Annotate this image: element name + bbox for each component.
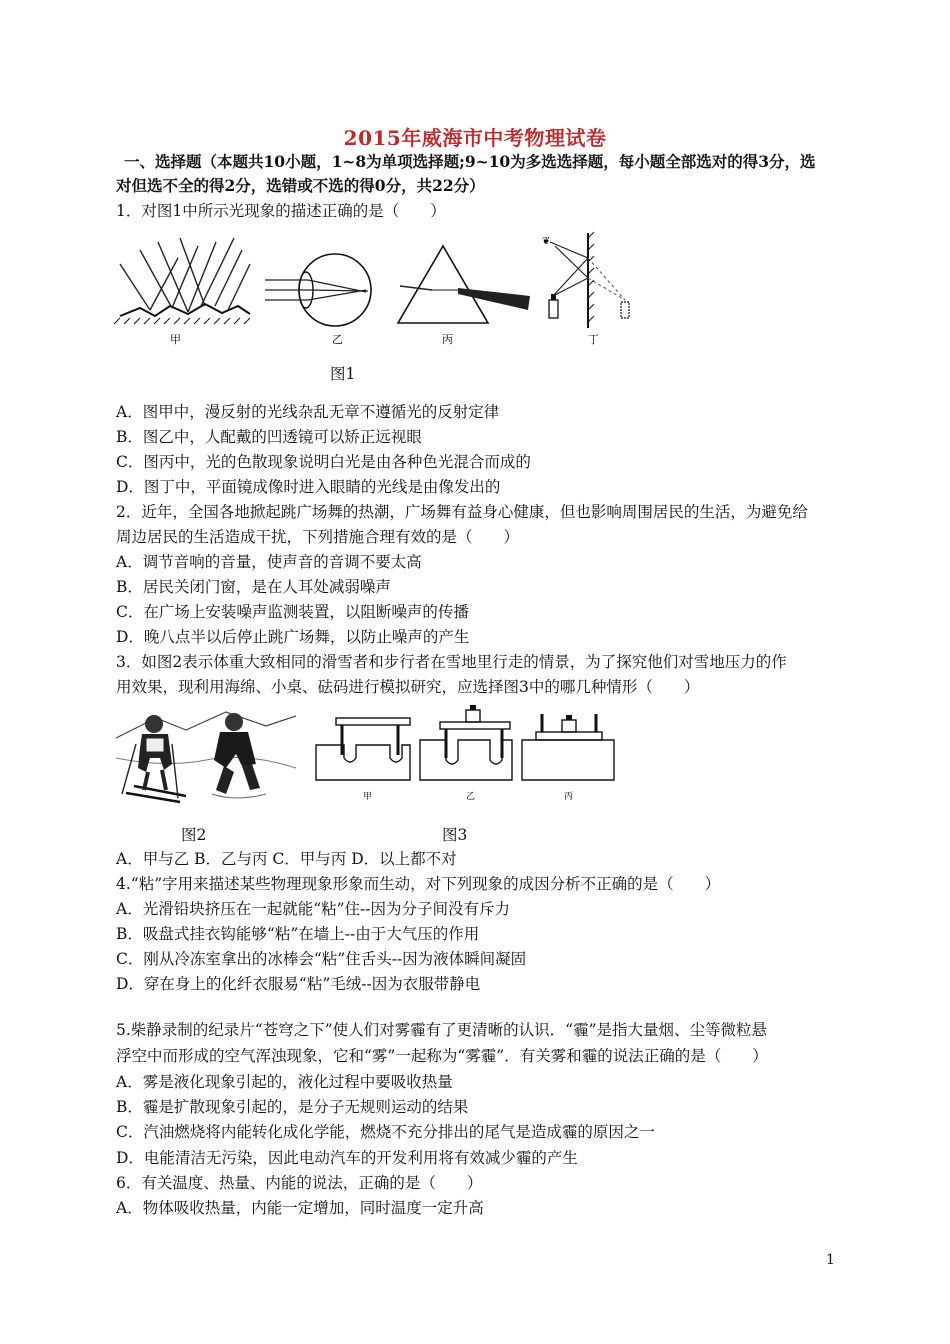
figure-1-caption: 图1 — [330, 365, 356, 383]
q4-option-b: B．吸盘式挂衣钩能够“粘”在墙上--由于大气压的作用 — [116, 925, 480, 943]
q1-stem: 1．对图1中所示光现象的描述正确的是（ ） — [116, 202, 446, 220]
q5-option-b: B．霾是扩散现象引起的，是分子无规则运动的结果 — [116, 1098, 469, 1116]
q2-option-a: A．调节音响的音量，使声音的音调不要太高 — [116, 553, 422, 571]
q4-option-a: A．光滑铅块挤压在一起就能“粘”住--因为分子间没有斥力 — [116, 900, 511, 918]
figure-1-panel-jia — [114, 238, 250, 324]
q5-option-a: A．雾是液化现象引起的，液化过程中要吸收热量 — [116, 1073, 453, 1091]
q4-option-d: D．穿在身上的化纤衣服易“粘”毛绒--因为衣服带静电 — [116, 975, 481, 993]
q2-option-d: D．晚八点半以后停止跳广场舞，以防止噪声的产生 — [116, 628, 470, 646]
figure-3-panel-jia — [316, 718, 410, 780]
figure-3-caption: 图3 — [442, 826, 468, 844]
exam-title: 2015年威海市中考物理试卷 — [343, 126, 607, 150]
q4-stem: 4.“粘”字用来描述某些物理现象形象而生动，对下列现象的成因分析不正确的是（ ） — [116, 875, 721, 893]
q5-stem-line1: 5.柴静录制的纪录片“苍穹之下”使人们对雾霾有了更清晰的认识．“霾”是指大量烟、尘等微粒悬 — [116, 1021, 767, 1039]
q6-option-a: A．物体吸收热量，内能一定增加，同时温度一定升高 — [116, 1199, 484, 1217]
figure-2-skier-and-walker — [116, 698, 296, 808]
figure-1-panel-ding — [542, 232, 629, 328]
section-heading-line2: 对但选不全的得2分，选错或不选的得0分，共22分） — [116, 176, 485, 195]
q3-options: A．甲与乙 B．乙与丙 C．甲与丙 D．以上都不对 — [116, 850, 457, 868]
figure-1-optics-diagrams — [110, 228, 640, 348]
figure-1-label-ding: 丁 — [588, 333, 599, 346]
figure-3-panel-bing — [522, 714, 614, 780]
q2-option-b: B．居民关闭门窗，是在人耳处减弱噪声 — [116, 578, 391, 596]
q1-option-c: C．图丙中，光的色散现象说明白光是由各种色光混合而成的 — [116, 453, 531, 471]
q2-stem-line2: 周边居民的生活造成干扰，下列措施合理有效的是（ ） — [116, 528, 520, 546]
figure-3-label-bing: 丙 — [564, 792, 574, 802]
figure-1-label-bing: 丙 — [442, 333, 453, 346]
q3-stem-line2: 用效果，现利用海绵、小桌、砝码进行模拟研究，应选择图3中的哪几种情形（ ） — [116, 678, 700, 696]
q1-option-a: A．图甲中，漫反射的光线杂乱无章不遵循光的反射定律 — [116, 403, 500, 421]
q4-option-c: C．刚从冷冻室拿出的冰棒会“粘”住舌头--因为液体瞬间凝固 — [116, 950, 527, 968]
q5-option-d: D．电能清洁无污染，因此电动汽车的开发利用将有效减少霾的产生 — [116, 1149, 578, 1167]
figure-1-label-yi: 乙 — [332, 333, 343, 346]
q2-option-c: C．在广场上安装噪声监测装置，以阻断噪声的传播 — [116, 603, 469, 621]
figure-2-caption: 图2 — [181, 826, 207, 844]
q5-stem-line2: 浮空中而形成的空气浑浊现象，它和“雾”一起称为“雾霾”．有关雾和霾的说法正确的是（ ） — [116, 1047, 768, 1065]
figure-1-label-jia: 甲 — [170, 333, 181, 346]
q1-option-d: D．图丁中，平面镜成像时进入眼睛的光线是由像发出的 — [116, 478, 501, 496]
q1-option-b: B．图乙中，人配戴的凹透镜可以矫正远视眼 — [116, 428, 422, 446]
figure-3-label-jia: 甲 — [363, 792, 373, 802]
q2-stem-line1: 2．近年，全国各地掀起跳广场舞的热潮，广场舞有益身心健康，但也影响周围居民的生活，为避免给 — [116, 503, 808, 521]
figure-3-pressure-experiments — [308, 700, 638, 812]
figure-3-panel-yi — [420, 705, 512, 780]
figure-1-panel-yi — [265, 254, 371, 326]
section-heading-line1: 一、选择题（本题共10小题，1~8为单项选择题;9~10为多选选择题，每小题全部选对的得3分，选 — [124, 152, 816, 171]
q5-option-c: C．汽油燃烧将内能转化成化学能，燃烧不充分排出的尾气是造成霾的原因之一 — [116, 1123, 655, 1141]
page-number: 1 — [826, 1252, 835, 1268]
figure-1-panel-bing — [398, 246, 530, 323]
q6-stem: 6．有关温度、热量、内能的说法，正确的是（ ） — [116, 1174, 483, 1192]
q3-stem-line1: 3．如图2表示体重大致相同的滑雪者和步行者在雪地里行走的情景，为了探究他们对雪地压力的作 — [116, 653, 787, 671]
svg-text:❦: ❦ — [542, 236, 551, 247]
figure-3-label-yi: 乙 — [466, 792, 476, 802]
